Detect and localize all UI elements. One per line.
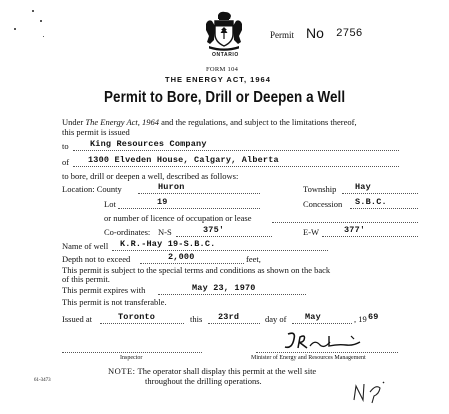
lot-value: 19 bbox=[157, 197, 168, 207]
township-underline bbox=[342, 193, 418, 194]
lot-underline bbox=[118, 208, 260, 209]
intro-line-1 bbox=[62, 117, 357, 127]
lot-label: Lot bbox=[104, 199, 116, 209]
intro-text-c: and the regulations, and subject to the limitations thereof, bbox=[161, 117, 357, 127]
concession-value: S.B.C. bbox=[355, 197, 387, 207]
issued-day: 23rd bbox=[218, 312, 240, 322]
handwritten-mark-icon bbox=[350, 378, 390, 404]
county-underline bbox=[138, 193, 260, 194]
this-label: this bbox=[190, 314, 203, 324]
depth-label: Depth not to exceed bbox=[62, 254, 131, 264]
note-line-1 bbox=[108, 366, 316, 376]
well-name-underline bbox=[112, 250, 328, 251]
issued-label: Issued at bbox=[62, 314, 92, 324]
minister-label: Minister of Energy and Resources Management bbox=[251, 355, 366, 361]
of-label: of bbox=[62, 157, 70, 167]
expires-underline bbox=[158, 294, 306, 295]
intro-text-a: Under bbox=[62, 117, 84, 127]
minister-signature-icon bbox=[282, 330, 366, 352]
act-reference: The Energy Act, 1964 bbox=[85, 117, 160, 127]
year-prefix: , 19 bbox=[354, 314, 367, 324]
form-number: FORM 104 bbox=[206, 66, 239, 73]
permit-label: Permit bbox=[270, 30, 294, 40]
issued-year: 69 bbox=[368, 312, 379, 322]
coord-ew-label: E-W bbox=[303, 227, 320, 237]
scan-speck bbox=[32, 10, 34, 12]
expires-label: This permit expires with bbox=[62, 285, 146, 295]
coord-ew-value: 377' bbox=[344, 225, 366, 235]
county-value: Huron bbox=[158, 182, 185, 192]
issued-month-underline bbox=[292, 323, 352, 324]
conditions-line-1: This permit is subject to the special terms and conditions as shown on the back bbox=[62, 265, 331, 275]
scan-speck bbox=[43, 36, 44, 37]
of-value: 1300 Elveden House, Calgary, Alberta bbox=[88, 155, 279, 165]
conditions-line-2: of this permit. bbox=[62, 274, 110, 284]
coord-ns-value: 375' bbox=[203, 225, 225, 235]
note-label: NOTE: bbox=[108, 366, 136, 376]
depth-underline bbox=[140, 263, 244, 264]
inspector-label: Inspector bbox=[120, 355, 143, 361]
issued-place: Toronto bbox=[118, 312, 156, 322]
coordinates-label: Co-ordinates: bbox=[104, 227, 151, 237]
page-title: Permit to Bore, Drill or Deepen a Well bbox=[104, 89, 346, 106]
well-name-value: K.R.-Hay 19-S.B.C. bbox=[120, 239, 216, 249]
transfer-note: This permit is not transferable. bbox=[62, 297, 167, 307]
expires-value: May 23, 1970 bbox=[192, 283, 256, 293]
coord-ew-underline bbox=[322, 236, 418, 237]
concession-label: Concession bbox=[303, 199, 343, 209]
licence-underline bbox=[272, 222, 418, 223]
location-county-label: Location: County bbox=[62, 184, 122, 194]
permit-number: 2756 bbox=[336, 28, 363, 40]
to-underline bbox=[73, 150, 399, 151]
inspector-signature-line bbox=[62, 352, 202, 353]
well-name-label: Name of well bbox=[62, 241, 109, 251]
ontario-coat-of-arms-icon bbox=[203, 10, 245, 52]
depth-unit: feet, bbox=[246, 254, 261, 264]
township-label: Township bbox=[303, 184, 337, 194]
concession-underline bbox=[350, 208, 418, 209]
minister-signature-line bbox=[256, 352, 398, 353]
form-code: 61-3473 bbox=[34, 378, 51, 383]
bore-text: to bore, drill or deepen a well, described as follows: bbox=[62, 171, 239, 181]
coord-ns-underline bbox=[176, 236, 272, 237]
issued-month: May bbox=[305, 312, 321, 322]
township-value: Hay bbox=[355, 182, 371, 192]
issued-day-underline bbox=[208, 323, 260, 324]
scan-speck bbox=[40, 20, 42, 22]
scan-speck bbox=[14, 28, 16, 30]
ontario-label: ONTARIO bbox=[212, 52, 239, 58]
coord-ns-label: N-S bbox=[158, 227, 172, 237]
to-value: King Resources Company bbox=[90, 139, 207, 149]
intro-line-2: this permit is issued bbox=[62, 127, 130, 137]
note-line-2: throughout the drilling operations. bbox=[145, 376, 262, 386]
licence-text: or number of licence of occupation or lease bbox=[104, 213, 252, 223]
depth-value: 2,000 bbox=[168, 252, 195, 262]
day-of-label: day of bbox=[265, 314, 287, 324]
to-label: to bbox=[62, 141, 69, 151]
issued-place-underline bbox=[100, 323, 184, 324]
note-text-1: The operator shall display this permit at the well site bbox=[137, 366, 317, 376]
of-underline bbox=[73, 166, 399, 167]
act-title: THE ENERGY ACT, 1964 bbox=[165, 75, 271, 84]
permit-number-symbol: No bbox=[306, 25, 324, 41]
